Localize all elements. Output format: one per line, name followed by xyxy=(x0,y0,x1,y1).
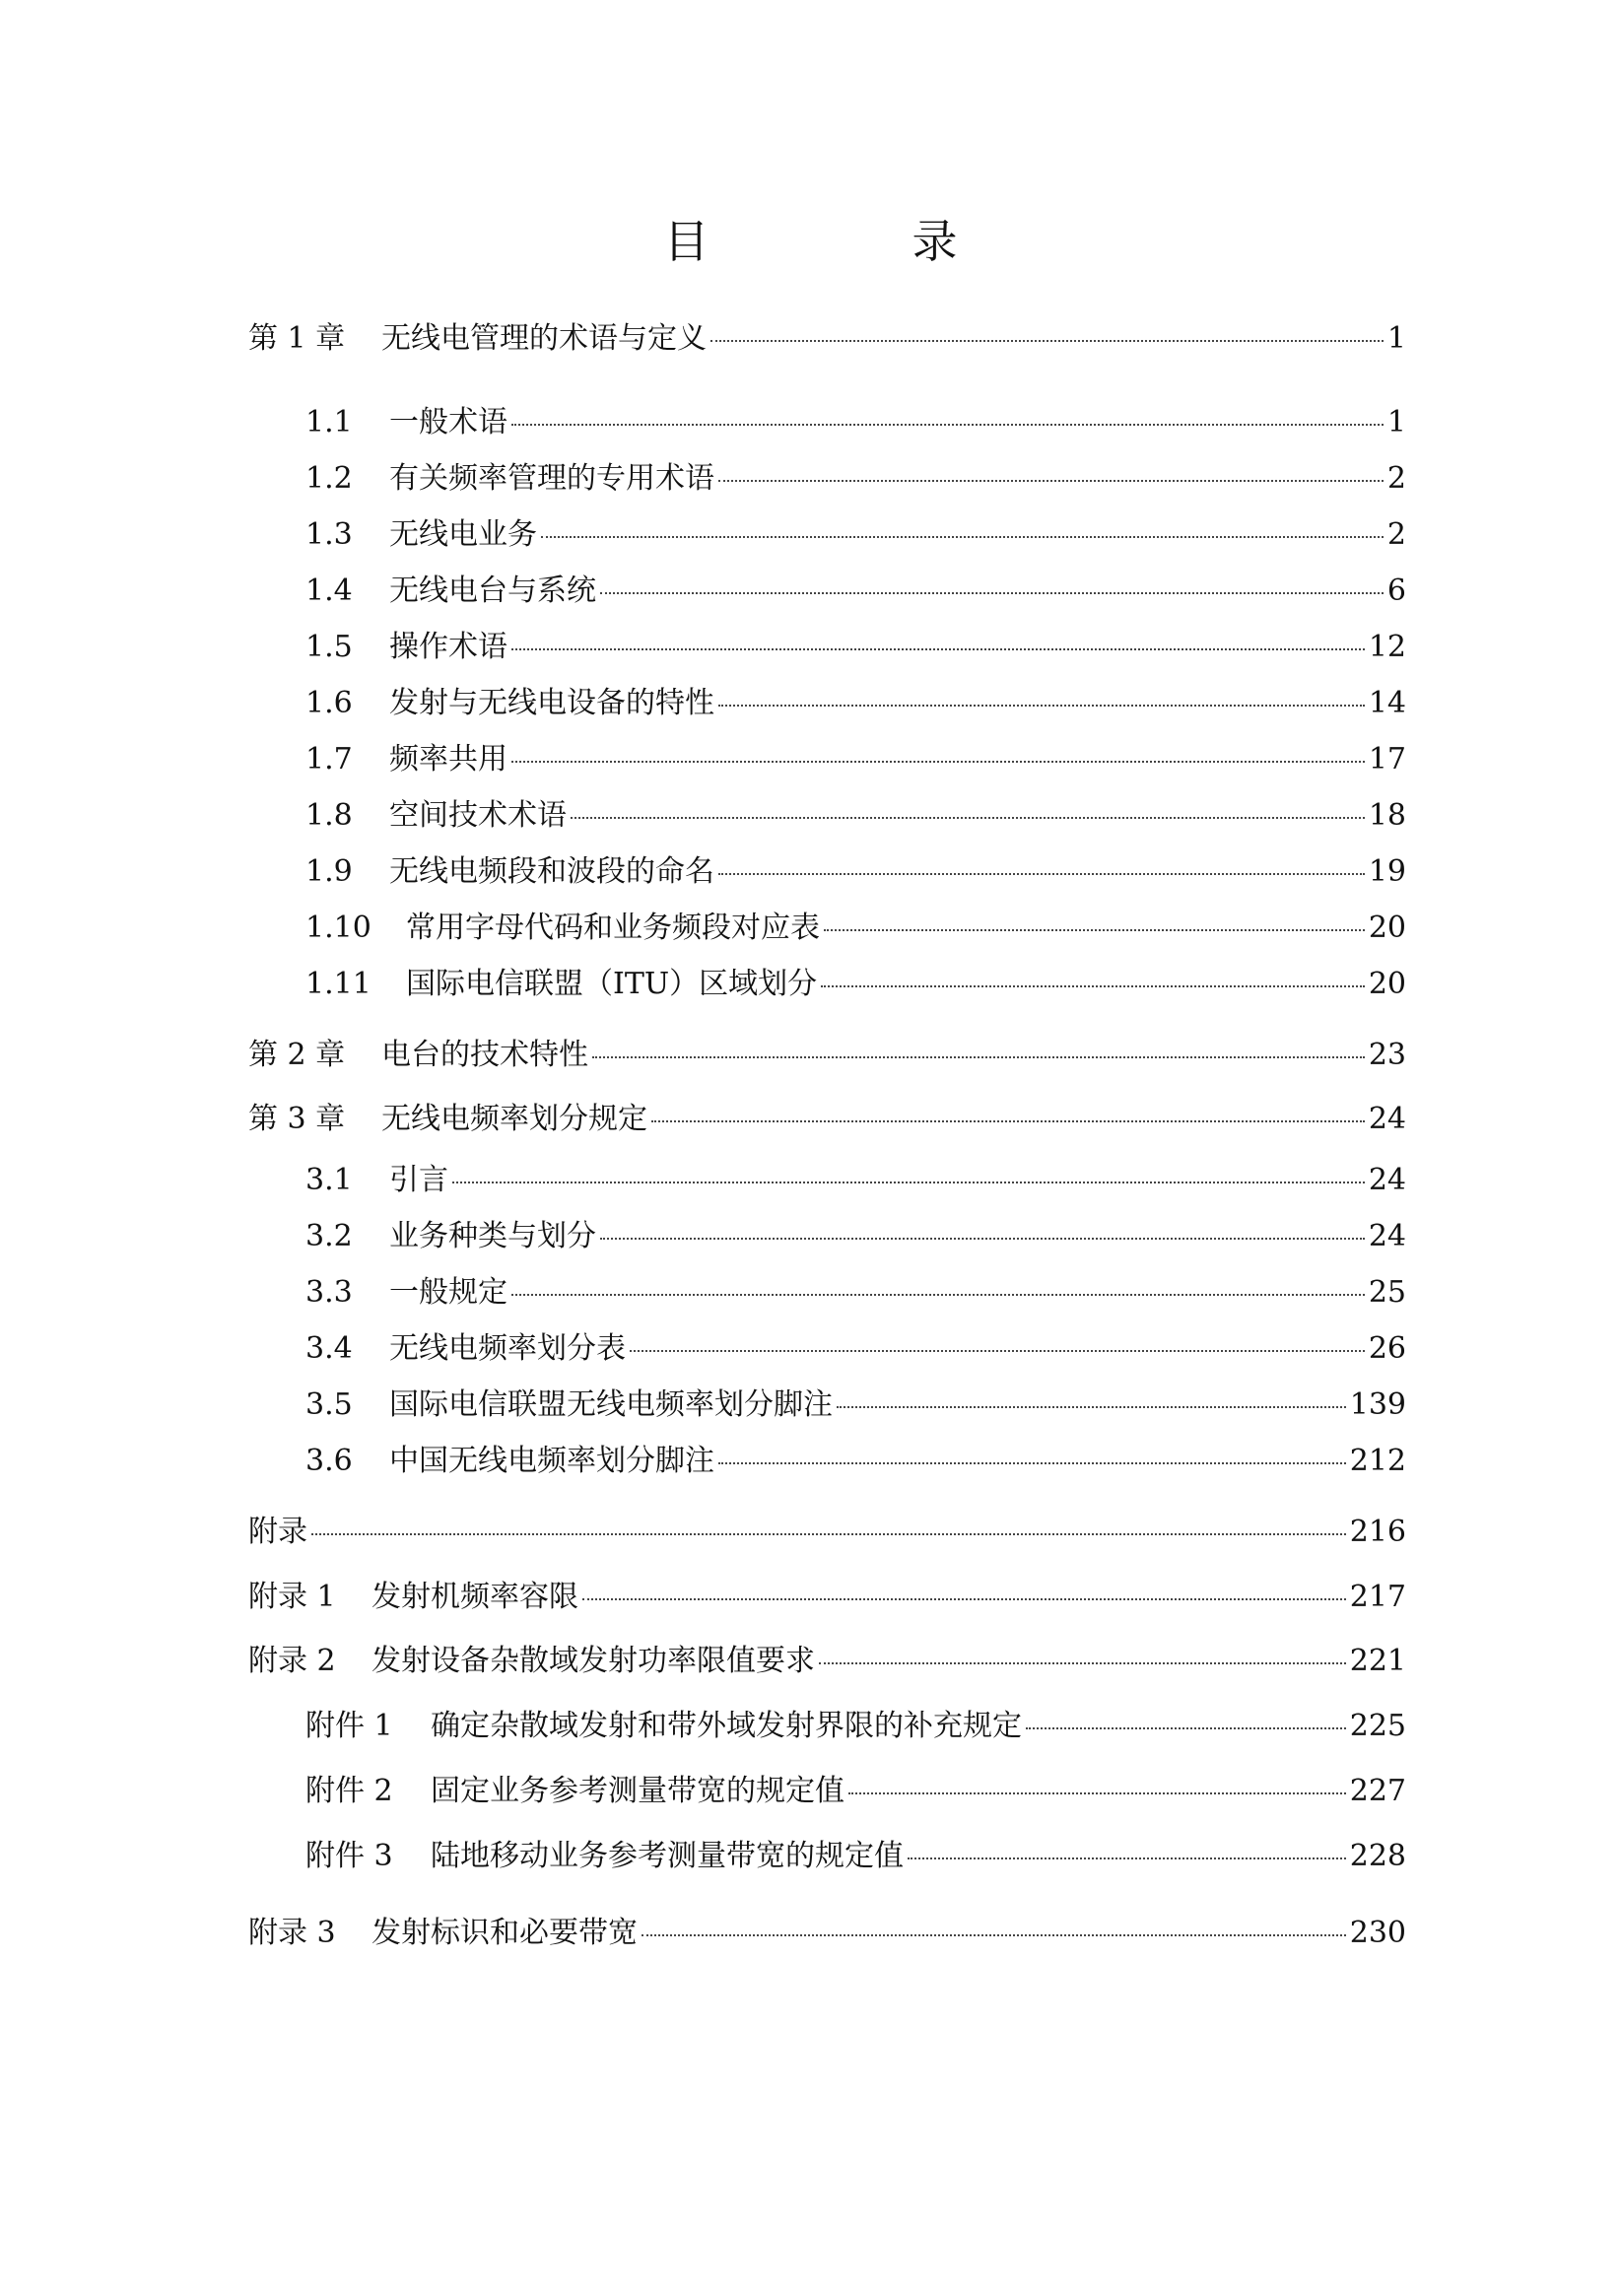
toc-entry-label: 发射机频率容限 xyxy=(371,1580,578,1614)
toc-entry-number: 1.3 xyxy=(305,517,353,552)
toc-entry-number: 3.5 xyxy=(305,1387,353,1422)
dot-leader xyxy=(592,1056,1365,1058)
toc-entry-page: 6 xyxy=(1386,574,1406,608)
toc-entry-page: 24 xyxy=(1368,1219,1406,1253)
dot-leader xyxy=(837,1406,1346,1408)
toc-entry-page: 212 xyxy=(1349,1444,1406,1478)
toc-entry-page: 225 xyxy=(1349,1709,1406,1743)
toc-entry-label: 频率共用 xyxy=(389,742,507,777)
toc-entry-number: 附录 1 xyxy=(248,1580,336,1614)
toc-entry-1-5[interactable] xyxy=(305,626,1406,669)
toc-entry-chapter-1[interactable] xyxy=(248,317,1406,361)
toc-entry-page: 20 xyxy=(1368,911,1406,945)
toc-entry-number: 1.8 xyxy=(305,798,353,833)
toc-entry-page: 227 xyxy=(1349,1774,1406,1808)
toc-entry-label: 陆地移动业务参考测量带宽的规定值 xyxy=(431,1839,904,1873)
dot-leader xyxy=(630,1350,1365,1352)
toc-entry-page: 228 xyxy=(1349,1839,1406,1873)
toc-entry-chapter-3[interactable] xyxy=(248,1098,1406,1141)
toc-entry-number: 第 3 章 xyxy=(248,1102,346,1136)
toc-entry-label: 无线电业务 xyxy=(389,517,537,552)
toc-entry-appendix-3[interactable] xyxy=(248,1912,1406,1955)
toc-entry-label: 操作术语 xyxy=(389,630,507,664)
toc-entry-label: 引言 xyxy=(389,1163,448,1197)
toc-entry-label: 国际电信联盟无线电频率划分脚注 xyxy=(389,1387,833,1422)
toc-entry-1-11[interactable] xyxy=(305,963,1406,1006)
dot-leader xyxy=(600,1238,1365,1240)
toc-entry-label: 确定杂散域发射和带外域发射界限的补充规定 xyxy=(431,1709,1022,1743)
dot-leader xyxy=(1026,1727,1346,1729)
page-title: 目 录 xyxy=(663,215,1037,268)
toc-entry-3-6[interactable] xyxy=(305,1440,1406,1483)
toc-entry-number: 附件 2 xyxy=(305,1774,393,1808)
dot-leader xyxy=(848,1792,1346,1794)
toc-entry-number: 3.1 xyxy=(305,1163,353,1197)
toc-entry-page: 230 xyxy=(1349,1916,1406,1950)
toc-entry-number: 附录 2 xyxy=(248,1644,336,1678)
toc-entry-page: 221 xyxy=(1349,1644,1406,1678)
toc-entry-label: 无线电频率划分表 xyxy=(389,1331,626,1366)
toc-entry-label: 无线电频率划分规定 xyxy=(381,1102,647,1136)
toc-entry-label: 一般规定 xyxy=(389,1275,507,1310)
dot-leader xyxy=(600,592,1384,594)
toc-entry-label: 常用字母代码和业务频段对应表 xyxy=(406,911,820,945)
toc-entry-page: 216 xyxy=(1349,1515,1406,1549)
toc-entry-appendix[interactable] xyxy=(248,1511,1406,1554)
toc-entry-1-1[interactable] xyxy=(305,401,1406,444)
toc-entry-appendix-1[interactable] xyxy=(248,1576,1406,1619)
toc-entry-page: 24 xyxy=(1368,1163,1406,1197)
toc-entry-1-10[interactable] xyxy=(305,907,1406,950)
toc-entry-number: 附件 1 xyxy=(305,1709,393,1743)
toc-entry-page: 1 xyxy=(1386,405,1406,439)
toc-entry-label: 发射与无线电设备的特性 xyxy=(389,686,714,720)
toc-entry-number: 1.9 xyxy=(305,854,353,889)
toc-entry-number: 1.4 xyxy=(305,574,353,608)
toc-entry-number: 1.11 xyxy=(305,967,371,1001)
toc-entry-label: 无线电台与系统 xyxy=(389,574,596,608)
dot-leader xyxy=(710,340,1384,342)
toc-entry-label: 国际电信联盟（ITU）区域划分 xyxy=(406,967,818,1001)
toc-entry-attachment-2[interactable] xyxy=(305,1770,1406,1813)
toc-entry-1-2[interactable] xyxy=(305,457,1406,501)
dot-leader xyxy=(511,761,1365,763)
toc-entry-page: 19 xyxy=(1368,854,1406,889)
dot-leader xyxy=(908,1857,1346,1859)
dot-leader xyxy=(311,1533,1346,1535)
toc-entry-page: 25 xyxy=(1368,1275,1406,1310)
toc-entry-1-9[interactable] xyxy=(305,850,1406,894)
toc-entry-page: 17 xyxy=(1368,742,1406,777)
toc-entry-number: 1.1 xyxy=(305,405,353,439)
toc-entry-3-5[interactable] xyxy=(305,1384,1406,1427)
toc-entry-number: 1.2 xyxy=(305,461,353,496)
toc-entry-number: 1.10 xyxy=(305,911,371,945)
toc-entry-appendix-2[interactable] xyxy=(248,1640,1406,1683)
toc-entry-page: 24 xyxy=(1368,1102,1406,1136)
dot-leader xyxy=(511,1294,1365,1296)
toc-entry-label: 有关频率管理的专用术语 xyxy=(389,461,714,496)
toc-entry-label: 业务种类与划分 xyxy=(389,1219,596,1253)
toc-entry-number: 3.3 xyxy=(305,1275,353,1310)
toc-entry-1-7[interactable] xyxy=(305,738,1406,781)
toc-entry-number: 附录 3 xyxy=(248,1916,336,1950)
toc-entry-1-3[interactable] xyxy=(305,513,1406,557)
toc-entry-1-4[interactable] xyxy=(305,570,1406,613)
dot-leader xyxy=(511,648,1365,650)
toc-entry-number: 3.2 xyxy=(305,1219,353,1253)
toc-entry-attachment-1[interactable] xyxy=(305,1705,1406,1748)
toc-entry-3-4[interactable] xyxy=(305,1327,1406,1371)
dot-leader xyxy=(821,985,1365,987)
toc-entry-label: 发射设备杂散域发射功率限值要求 xyxy=(371,1644,815,1678)
dot-leader xyxy=(541,536,1384,538)
toc-entry-page: 2 xyxy=(1386,517,1406,552)
toc-entry-page: 23 xyxy=(1368,1038,1406,1072)
toc-entry-label: 附录 xyxy=(248,1515,307,1549)
toc-entry-page: 18 xyxy=(1368,798,1406,833)
dot-leader xyxy=(718,705,1365,707)
toc-entry-label: 无线电管理的术语与定义 xyxy=(381,321,707,356)
toc-entry-attachment-3[interactable] xyxy=(305,1835,1406,1878)
toc-entry-page: 20 xyxy=(1368,967,1406,1001)
toc-entry-number: 3.4 xyxy=(305,1331,353,1366)
toc-entry-page: 139 xyxy=(1349,1387,1406,1422)
toc-entry-number: 1.6 xyxy=(305,686,353,720)
toc-entry-chapter-2[interactable] xyxy=(248,1034,1406,1077)
dot-leader xyxy=(582,1598,1346,1600)
toc-entry-label: 一般术语 xyxy=(389,405,507,439)
toc-entry-label: 无线电频段和波段的命名 xyxy=(389,854,714,889)
toc-entry-number: 第 1 章 xyxy=(248,321,346,356)
dot-leader xyxy=(824,929,1365,931)
dot-leader xyxy=(718,480,1384,482)
toc-entry-label: 固定业务参考测量带宽的规定值 xyxy=(431,1774,844,1808)
dot-leader xyxy=(571,817,1365,819)
toc-entry-3-1[interactable] xyxy=(305,1159,1406,1202)
dot-leader xyxy=(819,1662,1346,1664)
toc-entry-number: 第 2 章 xyxy=(248,1038,346,1072)
dot-leader xyxy=(642,1934,1346,1936)
toc-entry-3-2[interactable] xyxy=(305,1215,1406,1258)
toc-entry-page: 2 xyxy=(1386,461,1406,496)
dot-leader xyxy=(511,424,1384,426)
toc-entry-3-3[interactable] xyxy=(305,1271,1406,1315)
toc-entry-page: 14 xyxy=(1368,686,1406,720)
toc-entry-number: 1.5 xyxy=(305,630,353,664)
toc-entry-number: 3.6 xyxy=(305,1444,353,1478)
toc-entry-1-8[interactable] xyxy=(305,794,1406,838)
toc-entry-label: 中国无线电频率划分脚注 xyxy=(389,1444,714,1478)
toc-entry-1-6[interactable] xyxy=(305,682,1406,725)
toc-entry-page: 217 xyxy=(1349,1580,1406,1614)
dot-leader xyxy=(452,1182,1365,1183)
toc-entry-label: 电台的技术特性 xyxy=(381,1038,588,1072)
dot-leader xyxy=(718,1462,1346,1464)
toc-entry-page: 12 xyxy=(1368,630,1406,664)
toc-entry-page: 26 xyxy=(1368,1331,1406,1366)
toc-entry-number: 附件 3 xyxy=(305,1839,393,1873)
toc-entry-page: 1 xyxy=(1386,321,1406,356)
dot-leader xyxy=(718,873,1365,875)
toc-entry-number: 1.7 xyxy=(305,742,353,777)
toc-entry-label: 空间技术术语 xyxy=(389,798,567,833)
toc-entry-label: 发射标识和必要带宽 xyxy=(371,1916,638,1950)
dot-leader xyxy=(651,1120,1365,1122)
